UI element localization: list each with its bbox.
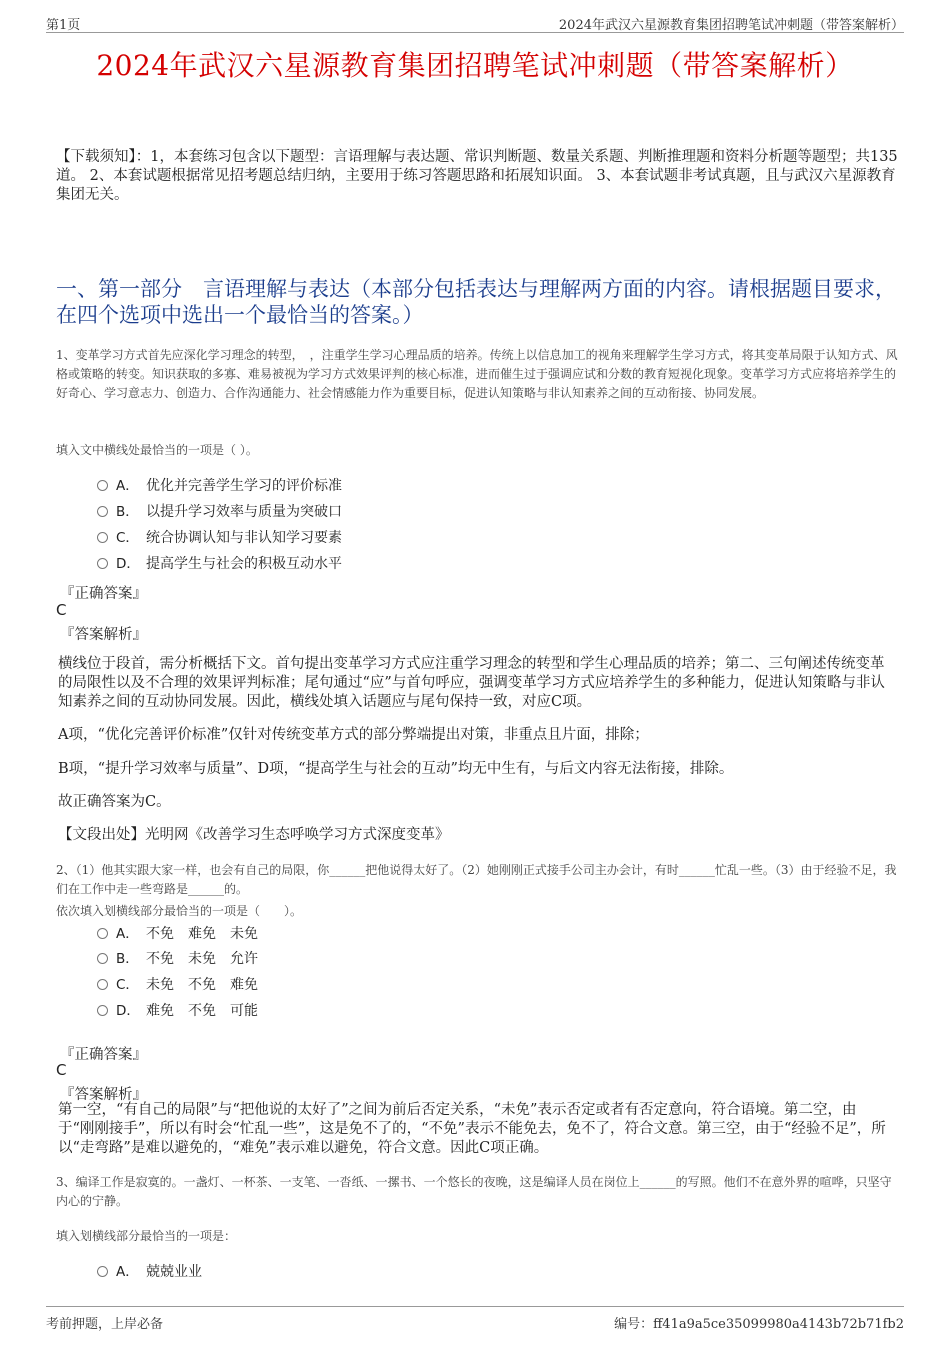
question-2-answer: C xyxy=(56,1061,67,1079)
question-2-option-b[interactable]: B． 不免 未免 允许 xyxy=(97,949,258,969)
download-notice: 【下载须知】：1，本套练习包含以下题型：言语理解与表达题、常识判断题、数量关系题、判断推理题和资料分析题等题型；共135道。 2、本套试题根据常见招考题总结归纳，主要用于练习答题思路和拓展知识面。 3、本套试题非考试真题，且与武汉六星源教育集团无关。 xyxy=(56,149,898,203)
question-2-option-c[interactable]: C． 未免 不免 难免 xyxy=(97,975,258,995)
radio-icon[interactable] xyxy=(97,558,108,569)
question-1-answer: C xyxy=(56,601,67,619)
question-1-option-a[interactable]: A． 优化并完善学生学习的评价标准 xyxy=(97,476,342,496)
question-1-option-d[interactable]: D． 提高学生与社会的积极互动水平 xyxy=(97,554,342,574)
radio-icon[interactable] xyxy=(97,532,108,543)
question-2-analysis: 第一空，“有自己的局限”与“把他说的太好了”之间为前后否定关系，“未免”表示否定或者有否定意向，符合语境。第二空，由于“刚刚接手”，所以有时会“忙乱一些”，这是免不了的，“不免”表示不能免去，免不了，符合文意。第三空，由于“经验不足”，所以“走弯路”是难以避免的，“难免”表示难以避免，符合文意。因此C项正确。 xyxy=(58,1102,886,1156)
radio-icon[interactable] xyxy=(97,480,108,491)
question-3-text: 3、编译工作是寂寞的。一盏灯、一杯茶、一支笔、一沓纸、一摞书、一个悠长的夜晚，这是编译人员在岗位上______的写照。他们不在意外界的喧哗，只坚守内心的宁静。 xyxy=(56,1175,892,1208)
radio-icon[interactable] xyxy=(97,1266,108,1277)
radio-icon[interactable] xyxy=(97,1005,108,1016)
question-1-option-c[interactable]: C． 统合协调认知与非认知学习要素 xyxy=(97,528,342,548)
question-1-text: 1、变革学习方式首先应深化学习理念的转型， ，注重学生学习心理品质的培养。传统上以信息加工的视角来理解学生学习方式，将其变革局限于认知方式、风格或策略的转变。知识获取的多寡、难易被视为学习方式效果评判的核心标准，进而催生过于强调应试和分数的教育短视化现象。变革学习方式应将培养学生的好奇心、学习意志力、创造力、合作沟通能力、社会情感能力作为重要目标，促进认知策略与非认知素养之间的互动衔接、协同发展。 xyxy=(56,348,898,400)
question-1-analysis-p4: 故正确答案为C。 xyxy=(58,794,171,810)
radio-icon[interactable] xyxy=(97,979,108,990)
page-number: 第1页 xyxy=(46,18,81,33)
question-1-analysis-p3: B项，“提升学习效率与质量”、D项，“提高学生与社会的互动”均无中生有，与后文内容无法衔接，排除。 xyxy=(58,761,734,777)
question-1-analysis-p1: 横线位于段首，需分析概括下文。首句提出变革学习方式应注重学习理念的转型和学生心理品质的培养；第二、三句阐述传统变革的局限性以及不合理的效果评判标准；尾句通过“应”与首句呼应，强调变革学习方式应培养学生的多种能力，促进认知策略与非认知素养之间的互动协同发展。因此，横线处填入话题应与尾句保持一致，对应C项。 xyxy=(58,656,885,710)
question-2-option-a[interactable]: A． 不免 难免 未免 xyxy=(97,924,258,944)
question-1-stem: 填入文中横线处最恰当的一项是（ ）。 xyxy=(56,443,258,457)
question-2-analysis-label: 『答案解析』 xyxy=(60,1087,147,1103)
question-2-answer-label: 『正确答案』 xyxy=(60,1047,147,1063)
footer-doc-id: 编号：ff41a9a5ce35099980a4143b72b71fb2 xyxy=(614,1317,904,1332)
page-footer xyxy=(46,1306,904,1331)
document-title: 2024年武汉六星源教育集团招聘笔试冲刺题（带答案解析） xyxy=(96,49,854,82)
section-title: 一、第一部分 言语理解与表达（本部分包括表达与理解两方面的内容。请根据题目要求，在四个选项中选出一个最恰当的答案。） xyxy=(56,277,896,327)
question-2-option-d[interactable]: D． 难免 不免 可能 xyxy=(97,1001,258,1021)
footer-slogan: 考前押题，上岸必备 xyxy=(46,1317,164,1332)
question-1-answer-label: 『正确答案』 xyxy=(60,586,147,602)
question-1-source: 【文段出处】光明网《改善学习生态呼唤学习方式深度变革》 xyxy=(58,827,450,843)
question-1-analysis-label: 『答案解析』 xyxy=(60,627,147,643)
question-3-option-a[interactable]: A． 兢兢业业 xyxy=(97,1262,202,1282)
question-1-analysis-p2: A项，“优化完善评价标准”仅针对传统变革方式的部分弊端提出对策，非重点且片面，排除； xyxy=(58,727,649,743)
question-2-text: 2、（1）他其实跟大家一样，也会有自己的局限，你______把他说得太好了。（2）她刚刚正式接手公司主办会计，有时______忙乱一些。（3）由于经验不足，我们在工作中走一些弯路是______的。 xyxy=(56,863,897,896)
question-2-stem: 依次填入划横线部分最恰当的一项是（ ）。 xyxy=(56,904,303,918)
question-1-option-b[interactable]: B． 以提升学习效率与质量为突破口 xyxy=(97,502,342,522)
page-header xyxy=(46,12,904,33)
radio-icon[interactable] xyxy=(97,953,108,964)
radio-icon[interactable] xyxy=(97,506,108,517)
radio-icon[interactable] xyxy=(97,928,108,939)
header-doc-title: 2024年武汉六星源教育集团招聘笔试冲刺题（带答案解析） xyxy=(558,18,904,33)
question-3-stem: 填入划横线部分最恰当的一项是： xyxy=(56,1229,237,1243)
